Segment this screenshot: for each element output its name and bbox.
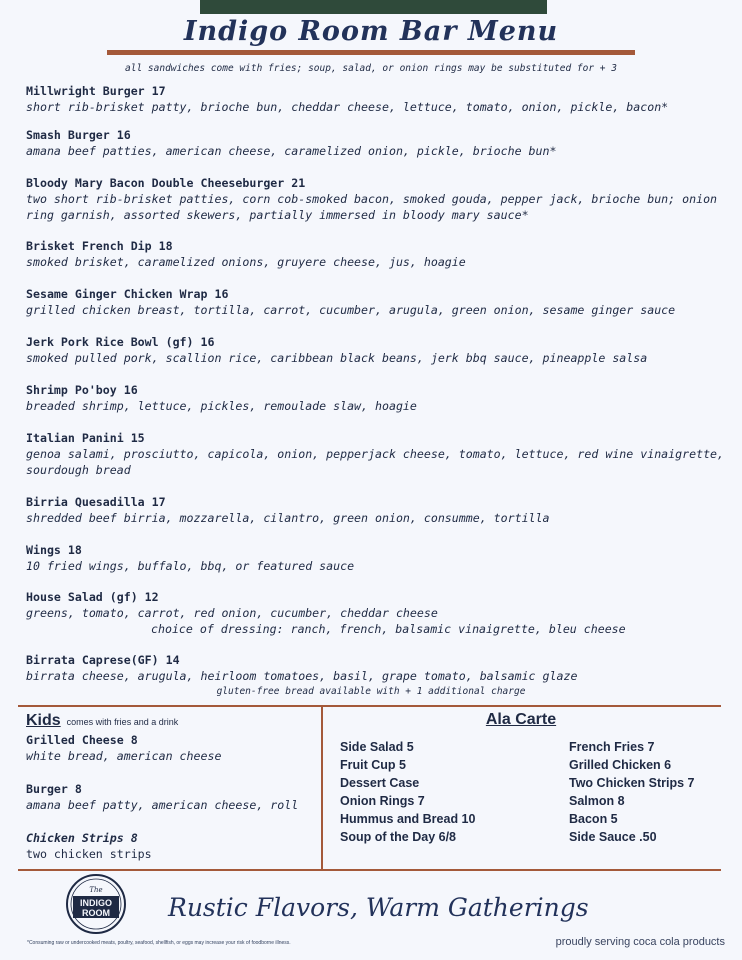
dressing-choices: choice of dressing: ranch, french, balsamic vinaigrette, bleu cheese	[151, 622, 626, 636]
item-description: short rib-brisket patty, brioche bun, cheddar cheese, lettuce, tomato, onion, pickle, bacon*	[26, 100, 669, 114]
item-name: Millwright Burger 17	[26, 84, 166, 98]
menu-title: Indigo Room Bar Menu	[183, 16, 559, 47]
item-name: Bloody Mary Bacon Double Cheeseburger 21	[26, 176, 306, 190]
logo-text-room: ROOM	[82, 908, 110, 918]
alacarte-item: Onion Rings 7	[340, 794, 425, 808]
alacarte-item: French Fries 7	[569, 740, 655, 754]
section-divider-bottom	[18, 869, 721, 871]
item-name: Jerk Pork Rice Bowl (gf) 16	[26, 335, 215, 349]
kids-item-description: amana beef patty, american cheese, roll	[26, 798, 299, 812]
item-description: smoked pulled pork, scallion rice, caribbean black beans, jerk bbq sauce, pineapple salsa	[26, 351, 648, 365]
item-description: genoa salami, prosciutto, capicola, onion, pepperjack cheese, tomato, lettuce, red wine vinaigrette, sourdough bread	[26, 447, 725, 477]
logo-text-the: The	[89, 886, 103, 894]
alacarte-title: Ala Carte	[485, 711, 557, 728]
alacarte-item: Hummus and Bread 10	[340, 812, 476, 826]
sandwich-note: all sandwiches come with fries; soup, salad, or onion rings may be substituted for + 3	[125, 63, 617, 74]
kids-item-name: Chicken Strips 8	[26, 831, 138, 845]
item-name: Shrimp Po'boy 16	[26, 383, 138, 397]
kids-item-description: two chicken strips	[26, 847, 152, 861]
menu-item	[26, 589, 726, 637]
coca-cola-note: proudly serving coca cola products	[555, 936, 725, 948]
item-description: 10 fried wings, buffalo, bbq, or featured sauce	[26, 559, 355, 573]
item-description: birrata cheese, arugula, heirloom tomatoes, basil, grape tomato, balsamic glaze	[26, 669, 578, 683]
kids-item-name: Grilled Cheese 8	[26, 733, 138, 747]
menu-item	[26, 175, 726, 223]
kids-subtitle: comes with fries and a drink	[66, 717, 179, 727]
menu-item	[26, 286, 726, 318]
item-description: greens, tomato, carrot, red onion, cucumber, cheddar cheese	[26, 606, 438, 620]
alacarte-item: Side Sauce .50	[569, 830, 657, 844]
menu-item	[26, 652, 726, 684]
menu-item	[26, 542, 726, 574]
kids-title: Kids	[26, 712, 61, 729]
logo-text-indigo: INDIGO	[79, 898, 113, 908]
section-divider-top	[18, 705, 721, 707]
item-name: Birria Quesadilla 17	[26, 495, 166, 509]
menu-item	[26, 83, 726, 115]
top-accent-bar	[200, 0, 547, 14]
item-name: Birrata Caprese(GF) 14	[26, 653, 180, 667]
menu-item	[26, 430, 726, 478]
item-name: Wings 18	[26, 543, 82, 557]
kids-item-name: Burger 8	[26, 782, 82, 796]
item-description: smoked brisket, caramelized onions, gruyere cheese, jus, hoagie	[26, 255, 466, 269]
indigo-room-logo	[65, 873, 127, 935]
item-description: grilled chicken breast, tortilla, carrot, cucumber, arugula, green onion, sesame ginger sauce	[26, 303, 676, 317]
alacarte-item: Two Chicken Strips 7	[569, 776, 695, 790]
kids-item	[26, 830, 321, 862]
menu-item	[26, 238, 726, 270]
alacarte-item: Side Salad 5	[340, 740, 414, 754]
alacarte-item: Fruit Cup 5	[340, 758, 406, 772]
kids-item	[26, 732, 321, 764]
alacarte-item: Soup of the Day 6/8	[340, 830, 456, 844]
alacarte-item: Dessert Case	[340, 776, 420, 790]
item-description: two short rib-brisket patties, corn cob-smoked bacon, smoked gouda, pepper jack, brioche bun; onion ring garnish, assorted skewers, partially immersed in bloody mary sauce*	[26, 192, 718, 222]
alacarte-right-column	[569, 738, 695, 846]
item-description: shredded beef birria, mozzarella, cilantro, green onion, consumme, tortilla	[26, 511, 550, 525]
item-name: House Salad (gf) 12	[26, 590, 159, 604]
menu-item	[26, 382, 726, 414]
menu-item	[26, 334, 726, 366]
title-underline	[107, 50, 635, 55]
kids-header	[26, 712, 321, 730]
item-name: Smash Burger 16	[26, 128, 131, 142]
section-divider-vertical	[321, 706, 323, 870]
kids-item	[26, 781, 321, 813]
alacarte-left-column	[340, 738, 475, 846]
item-description: amana beef patties, american cheese, caramelized onion, pickle, brioche bun*	[26, 144, 557, 158]
gluten-free-note: gluten-free bread available with + 1 additional charge	[216, 686, 526, 697]
item-name: Brisket French Dip 18	[26, 239, 173, 253]
item-name: Italian Panini 15	[26, 431, 145, 445]
kids-item-description: white bread, american cheese	[26, 749, 222, 763]
menu-item	[26, 494, 726, 526]
alacarte-item: Salmon 8	[569, 794, 625, 808]
kids-section	[26, 712, 321, 861]
tagline: Rustic Flavors, Warm Gatherings	[168, 893, 589, 922]
menu-item	[26, 127, 726, 159]
item-name: Sesame Ginger Chicken Wrap 16	[26, 287, 229, 301]
alacarte-item: Grilled Chicken 6	[569, 758, 672, 772]
item-description: breaded shrimp, lettuce, pickles, remoulade slaw, hoagie	[26, 399, 417, 413]
food-safety-disclaimer: *Consuming raw or undercooked meats, poultry, seafood, shellfish, or eggs may increase your risk of foodborne illness.	[27, 940, 291, 946]
alacarte-item: Bacon 5	[569, 812, 618, 826]
